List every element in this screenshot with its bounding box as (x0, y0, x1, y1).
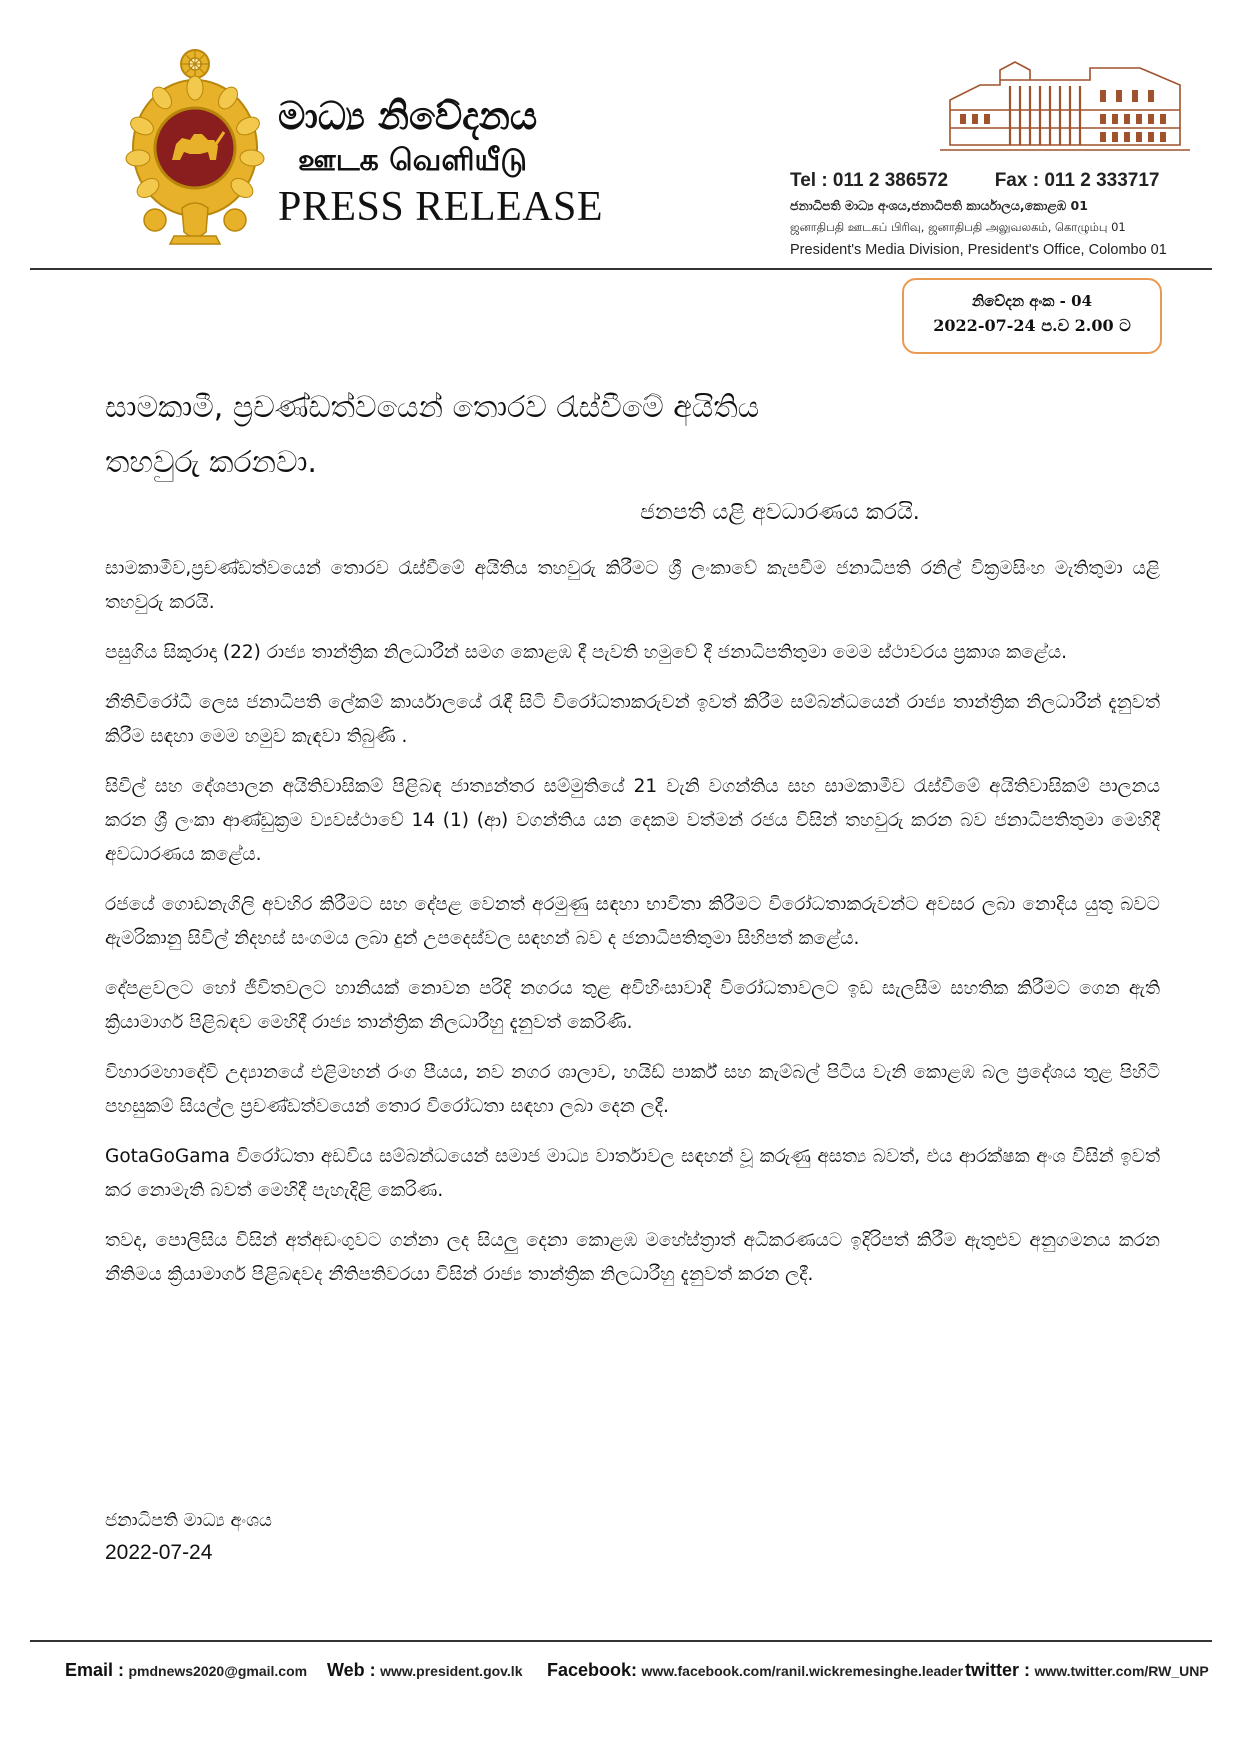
headline-line-2: තහවුරු කරනවා. (105, 445, 317, 480)
footer-twitter (965, 1660, 1209, 1681)
address-english: President's Media Division, President's Office, Colombo 01 (790, 242, 1167, 258)
paragraph-1: සාමකාමීව,ප්‍රචණ්ඩත්වයෙන් තොරව රැස්වීමේ අයිතිය තහවුරු කිරීමට ශ්‍රී ලංකාවේ කැපවීම ජනාධිපති රනිල් වික්‍රමසිංහ මැතිතුමා යළි තහවුරු කරයි. (105, 558, 1160, 613)
paragraph-2: පසුගිය සිකුරාදා (22) රාජ්‍ය තාන්ත්‍රික නිලධාරීන් සමග කොළඹ දී පැවති හමුවේ දී ජනාධිපතිතුමා මෙම ස්ථාවරය ප්‍රකාශ කළේය. (105, 642, 1068, 663)
paragraph-8: GotaGoGama විරෝධතා අඩවිය සම්බන්ධයෙන් සමාජ මාධ්‍ය වාර්තාවල සඳහන් වූ කරුණු අසත්‍ය බවත්, එය ආරක්ෂක අංශ විසින් ඉවත් කර නොමැති බවත් මෙහිදී පැහැදිළි කෙරිණ. (105, 1146, 1160, 1201)
paragraph-5: රජයේ ගොඩනැගිලි අවහිර කිරීමට සහ දේපළ වෙනත් අරමුණු සඳහා භාවිතා කිරීමට විරෝධතාකරුවන්ට අවසර ලබා නොදිය යුතු බවට ඇමරිකානු සිවිල් නිදහස් සංගමය ලබා දුන් උපදෙස්වල සඳහන් බව ද ජනාධිපතිතුමා සිහිපත් කළේය. (105, 894, 1160, 949)
release-number: නිවේදන අංක - 04 (971, 292, 1093, 310)
subheadline: ජනපති යළි අවධාරණය කරයි. (640, 500, 920, 525)
fax-label: Fax (994, 170, 1028, 191)
masthead-english: PRESS RELEASE (278, 184, 604, 230)
footer-email (65, 1660, 307, 1681)
footer-facebook (547, 1660, 963, 1681)
twitter-label: twitter : (965, 1660, 1030, 1680)
facebook-link[interactable]: www.facebook.com/ranil.wickremesinghe.leader (641, 1663, 964, 1679)
header-divider (30, 268, 1212, 270)
paragraph-3: නීතිවිරෝධී ලෙස ජනාධිපති ලේකම් කාර්යාලයේ රැඳී සිටි විරෝධතාකරුවන් ඉවත් කිරීම සම්බන්ධයෙන් රාජ්‍ය තාන්ත්‍රික නිලධාරීන් දැනුවත් කිරීම සඳහා මෙම හමුව කැඳවා තිබුණි . (105, 692, 1160, 747)
release-datetime: 2022-07-24 ප.ව 2.00 ට (933, 316, 1131, 335)
footer (65, 1660, 1209, 1688)
email-link[interactable]: pmdnews2020@gmail.com (128, 1663, 308, 1679)
tel-value: : 011 2 386572 (821, 170, 949, 191)
twitter-link[interactable]: www.twitter.com/RW_UNP (1034, 1663, 1209, 1679)
masthead (278, 92, 603, 232)
email-label: Email : (65, 1660, 125, 1680)
fax-value: : 011 2 333717 (1032, 170, 1160, 191)
paragraph-4: සිවිල් සහ දේශපාලන අයිතිවාසිකම් පිළිබඳ ජාත්‍යන්තර සම්මුතියේ 21 වැනි වගන්තිය සහ සාමකාමීව රැස්වීමේ අයිතිවාසිකම් පාලනය කරන ශ්‍රී ලංකා ආණ්ඩුක්‍රම ව්‍යවස්ථාවේ 14 (1) (ආ) වගන්තිය යන දෙකම වත්මන් රජය විසින් තහවුරු කරන බව ජනාධිපතිතුමා මෙහිදී අවධාරණය කළේය. (105, 776, 1160, 865)
release-number-box (902, 278, 1162, 354)
signoff-date: 2022-07-24 (105, 1541, 213, 1564)
footer-web (327, 1660, 522, 1681)
signoff-department: ජනාධිපති මාධ්‍ය අංශය (105, 1510, 272, 1531)
facebook-label: Facebook: (547, 1660, 638, 1680)
web-label: Web : (327, 1660, 376, 1680)
web-link[interactable]: www.president.gov.lk (380, 1663, 523, 1679)
paragraph-6: දේපළවලට හෝ ජීවිතවලට හානියක් නොවන පරිදි නගරය තුළ අවිහිංසාවාදී විරෝධතාවලට ඉඩ සැලසීම සහතික කිරීමට ගෙන ඇති ක්‍රියාමාර්ග පිළිබඳව මෙහිදී රාජ්‍ය තාන්ත්‍රික නිලධාරීහු දැනුවත් කෙරිණි. (105, 978, 1160, 1033)
address-sinhala: ජනාධිපති මාධ්‍ය අංශය,ජනාධිපති කාර්යාලය,කොළඹ 01 (790, 198, 1088, 213)
signoff (105, 1505, 272, 1569)
address-tamil: ஜனாதிபதி ஊடகப் பிரிவு, ஜனாதிபதி அலுவலகம், கொழும்பு 01 (790, 220, 1126, 234)
headline (105, 380, 965, 490)
paragraph-9: තවද, පොලිසිය විසින් අත්අඩංගුවට ගන්නා ලද සියලු දෙනා කොළඹ මහේස්ත්‍රාත් අධිකරණයට ඉදිරිපත් කිරීම ඇතුළුව අනුගමනය කරන නීතිමය ක්‍රියාමාර්ග පිළිබඳවද නීතිපතිවරයා විසින් රාජ්‍ය තාන්ත්‍රික නිලධාරීහු දැනුවත් කරන ලදී. (105, 1230, 1160, 1285)
masthead-sinhala: මාධ්‍ය නිවේදනය (278, 94, 538, 138)
masthead-tamil: ஊடக வெளியீடு (298, 143, 527, 178)
headline-line-1: සාමකාමී, ප්‍රචණ්ඩත්වයෙන් තොරව රැස්වීමේ අයිතිය (105, 390, 760, 425)
building-icon (940, 50, 1190, 160)
phone-fax-line (790, 170, 1200, 192)
contact-block (790, 170, 1200, 258)
tel-label: Tel (790, 170, 817, 191)
footer-divider (30, 1640, 1212, 1642)
national-emblem-icon (120, 48, 270, 248)
article-body (105, 552, 1160, 1308)
paragraph-7: විහාරමහාදේවි උද්‍යානයේ එළිමහන් රංග පීයය, නව නගර ශාලාව, හයිඩ් පාර්ක් සහ කැම්බල් පිටිය වැනි කොළඹ බල ප්‍රදේශය තුළ පිහිටි පහසුකම් සියල්ල ප්‍රචණ්ඩත්වයෙන් තොර විරෝධතා සඳහා ලබා දෙන ලදී. (105, 1062, 1160, 1117)
